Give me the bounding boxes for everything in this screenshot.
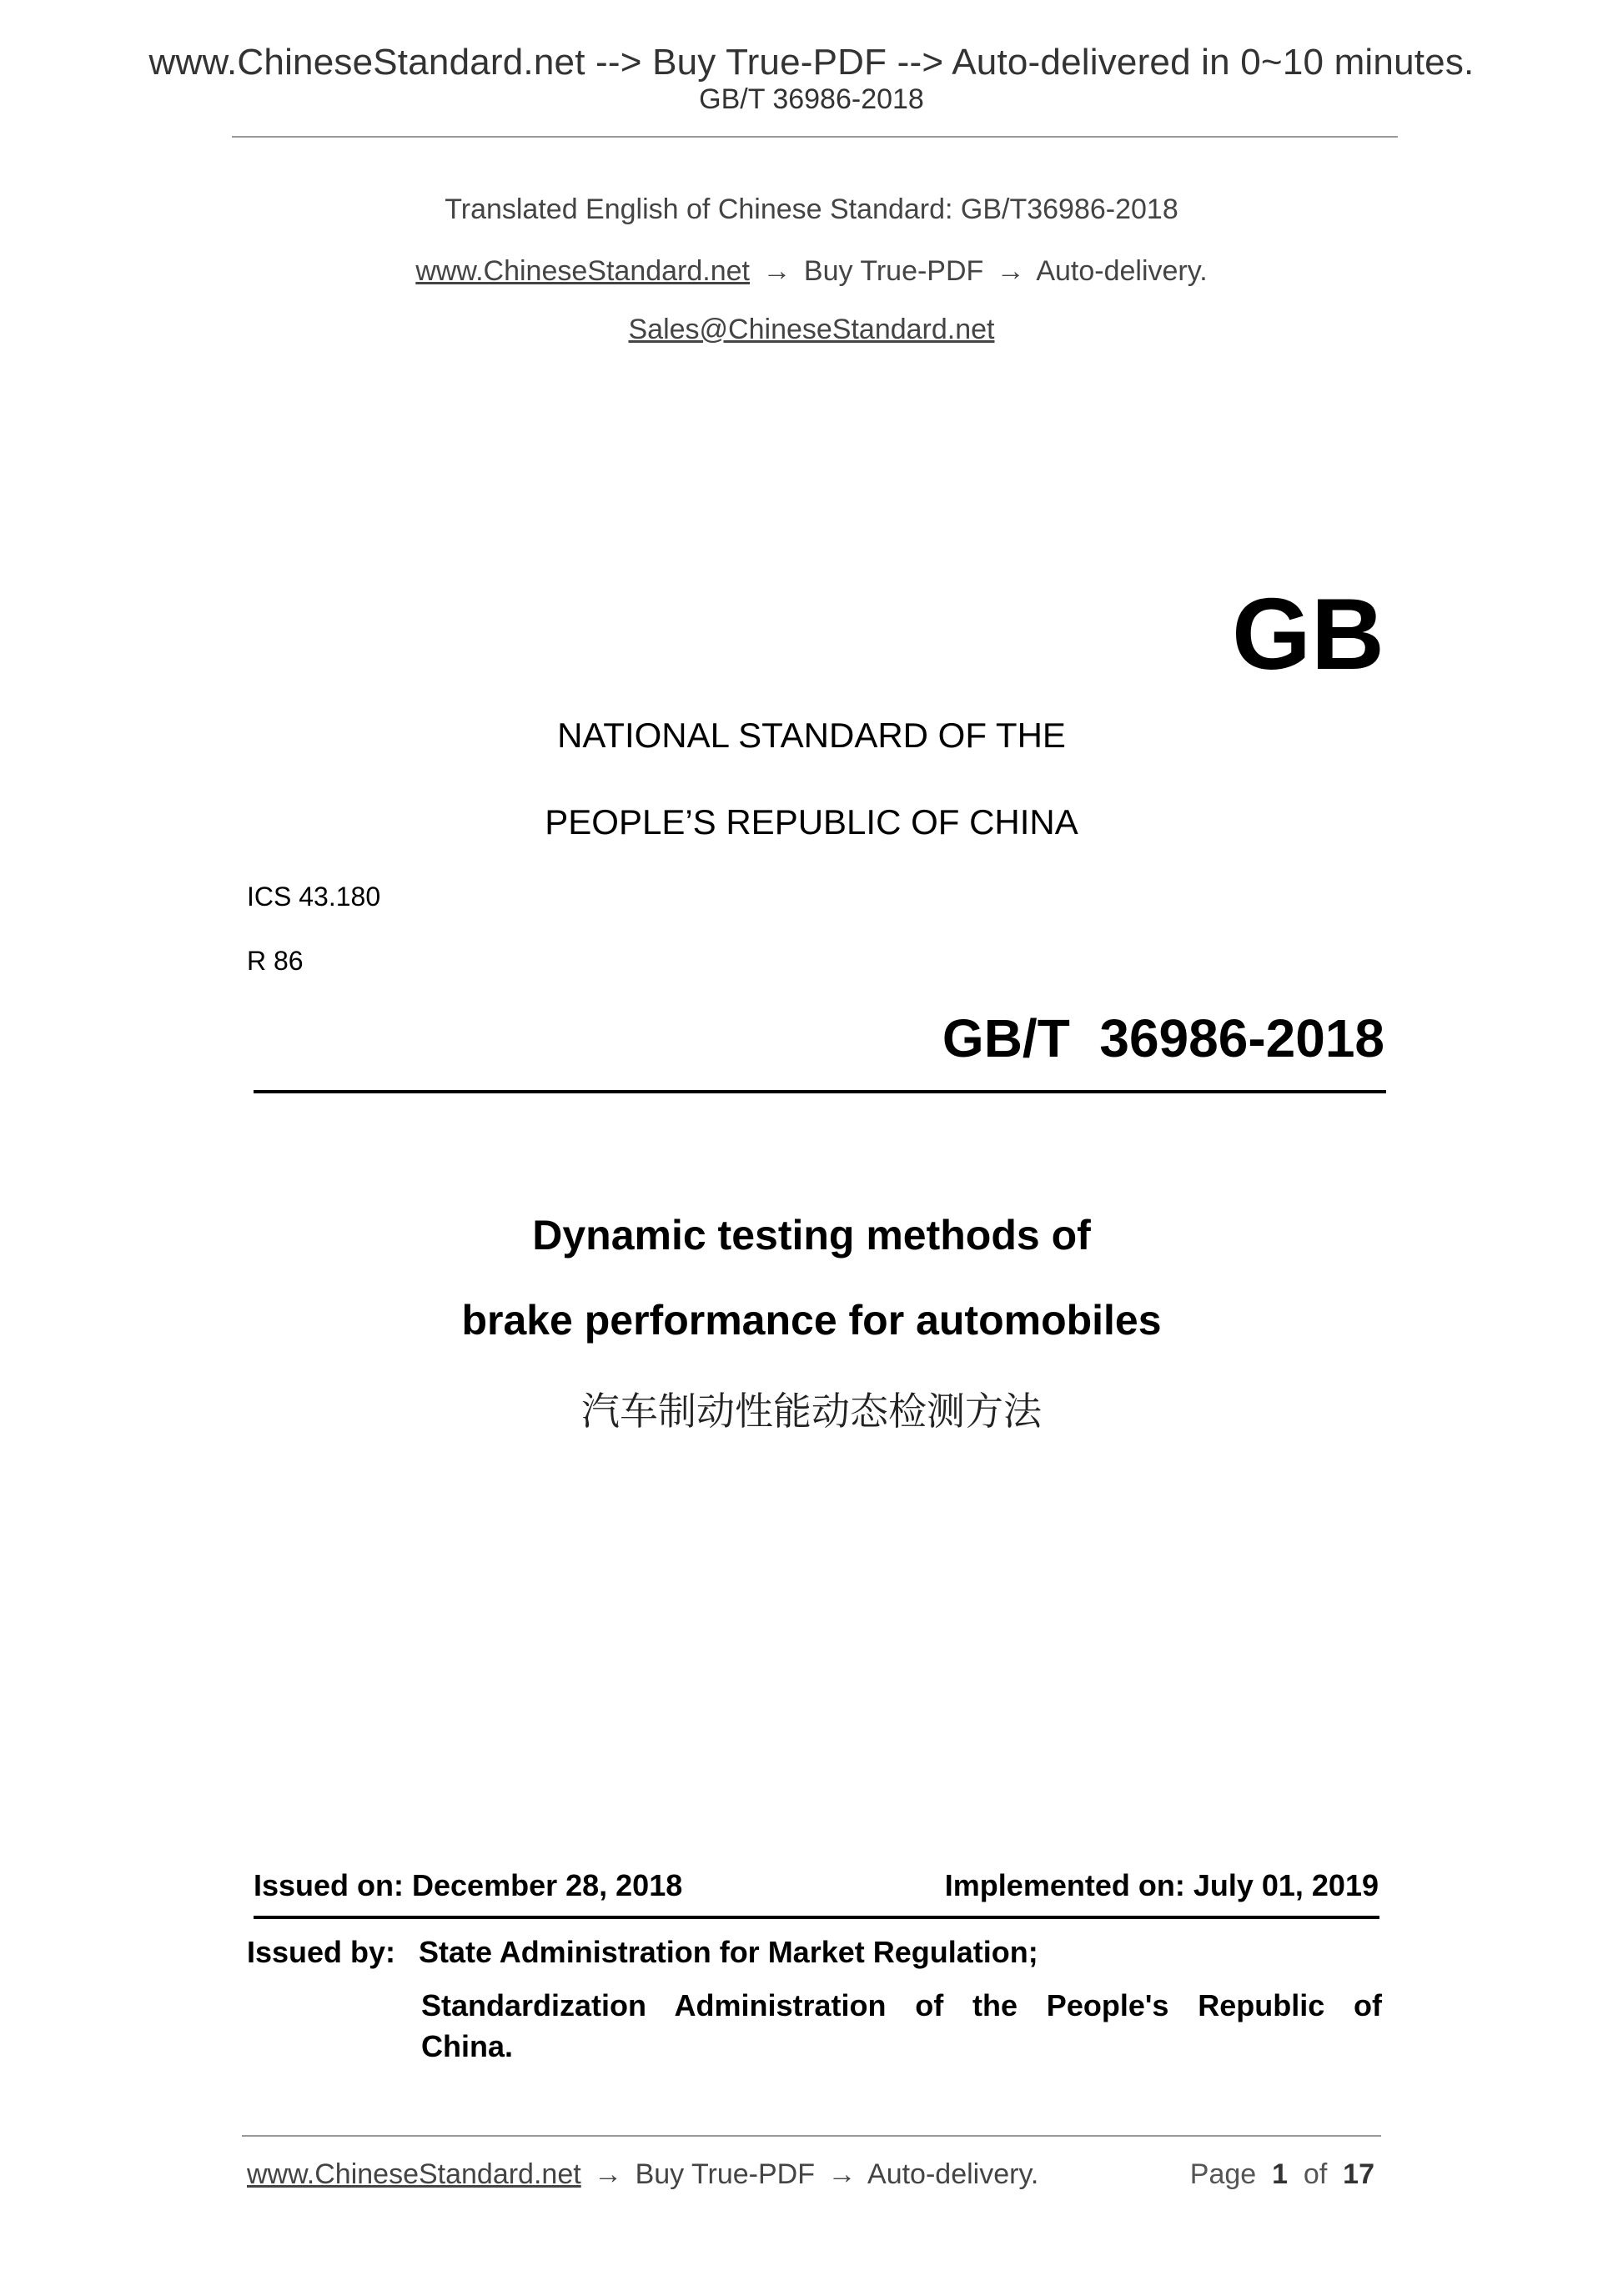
arrow-right-icon: → xyxy=(827,2158,857,2190)
translated-notice: Translated English of Chinese Standard: GB/T36986-2018 xyxy=(445,193,1178,225)
footer-site-link[interactable]: www.ChineseStandard.net xyxy=(247,2158,581,2190)
implemented-on-date: Implemented on: July 01, 2019 xyxy=(944,1868,1379,1902)
auto-delivery-text: Auto-delivery. xyxy=(1036,255,1208,287)
issued-on-date: Issued on: December 28, 2018 xyxy=(254,1868,683,1902)
site-link[interactable]: www.ChineseStandard.net xyxy=(415,255,750,287)
delivery-line xyxy=(0,255,1623,288)
issuer-2-continued: China. xyxy=(421,2029,514,2063)
document-title-chinese: 汽车制动性能动态检测方法 xyxy=(581,1389,1042,1434)
footer-auto-delivery-text: Auto-delivery. xyxy=(867,2158,1039,2190)
document-title-line-1: Dynamic testing methods of xyxy=(532,1212,1091,1259)
arrow-right-icon: → xyxy=(762,255,791,287)
gb-logo: GB xyxy=(1232,577,1384,691)
buy-true-pdf-text: Buy True-PDF xyxy=(803,255,984,287)
arrow-right-icon: → xyxy=(594,2158,623,2190)
issuer-2: Standardization Administration of the People's Republic of xyxy=(421,1988,1382,2022)
header-divider xyxy=(232,136,1398,138)
footer-divider xyxy=(242,2135,1381,2137)
ics-code: ICS 43.180 xyxy=(247,882,381,912)
standard-number-divider xyxy=(254,1090,1386,1093)
issued-by-label: Issued by: xyxy=(247,1935,396,1969)
footer-buy-true-pdf-text: Buy True-PDF xyxy=(635,2158,815,2190)
footer-delivery-line xyxy=(247,2158,1038,2191)
page-total: 17 xyxy=(1343,2158,1374,2190)
top-banner: www.ChineseStandard.net --> Buy True-PDF --> Auto-delivered in 0~10 minutes. xyxy=(148,42,1475,83)
issuer-1: State Administration for Market Regulation; xyxy=(419,1935,1038,1969)
document-title-line-2: brake performance for automobiles xyxy=(461,1297,1162,1344)
page-of-label: of xyxy=(1303,2158,1328,2190)
sales-email-link[interactable]: Sales@ChineseStandard.net xyxy=(628,314,995,345)
national-standard-line-1: NATIONAL STANDARD OF THE xyxy=(557,716,1066,755)
page-label: Page xyxy=(1189,2158,1257,2190)
sales-email-row xyxy=(0,314,1623,346)
arrow-right-icon: → xyxy=(996,255,1025,287)
page-indicator xyxy=(1190,2158,1374,2191)
classification-code: R 86 xyxy=(247,946,304,976)
standard-number: GB/T 36986-2018 xyxy=(942,1008,1384,1068)
header-standard-code: GB/T 36986-2018 xyxy=(699,83,924,115)
national-standard-line-2: PEOPLE’S REPUBLIC OF CHINA xyxy=(545,802,1078,842)
page-current: 1 xyxy=(1272,2158,1288,2190)
issue-divider xyxy=(254,1916,1379,1919)
